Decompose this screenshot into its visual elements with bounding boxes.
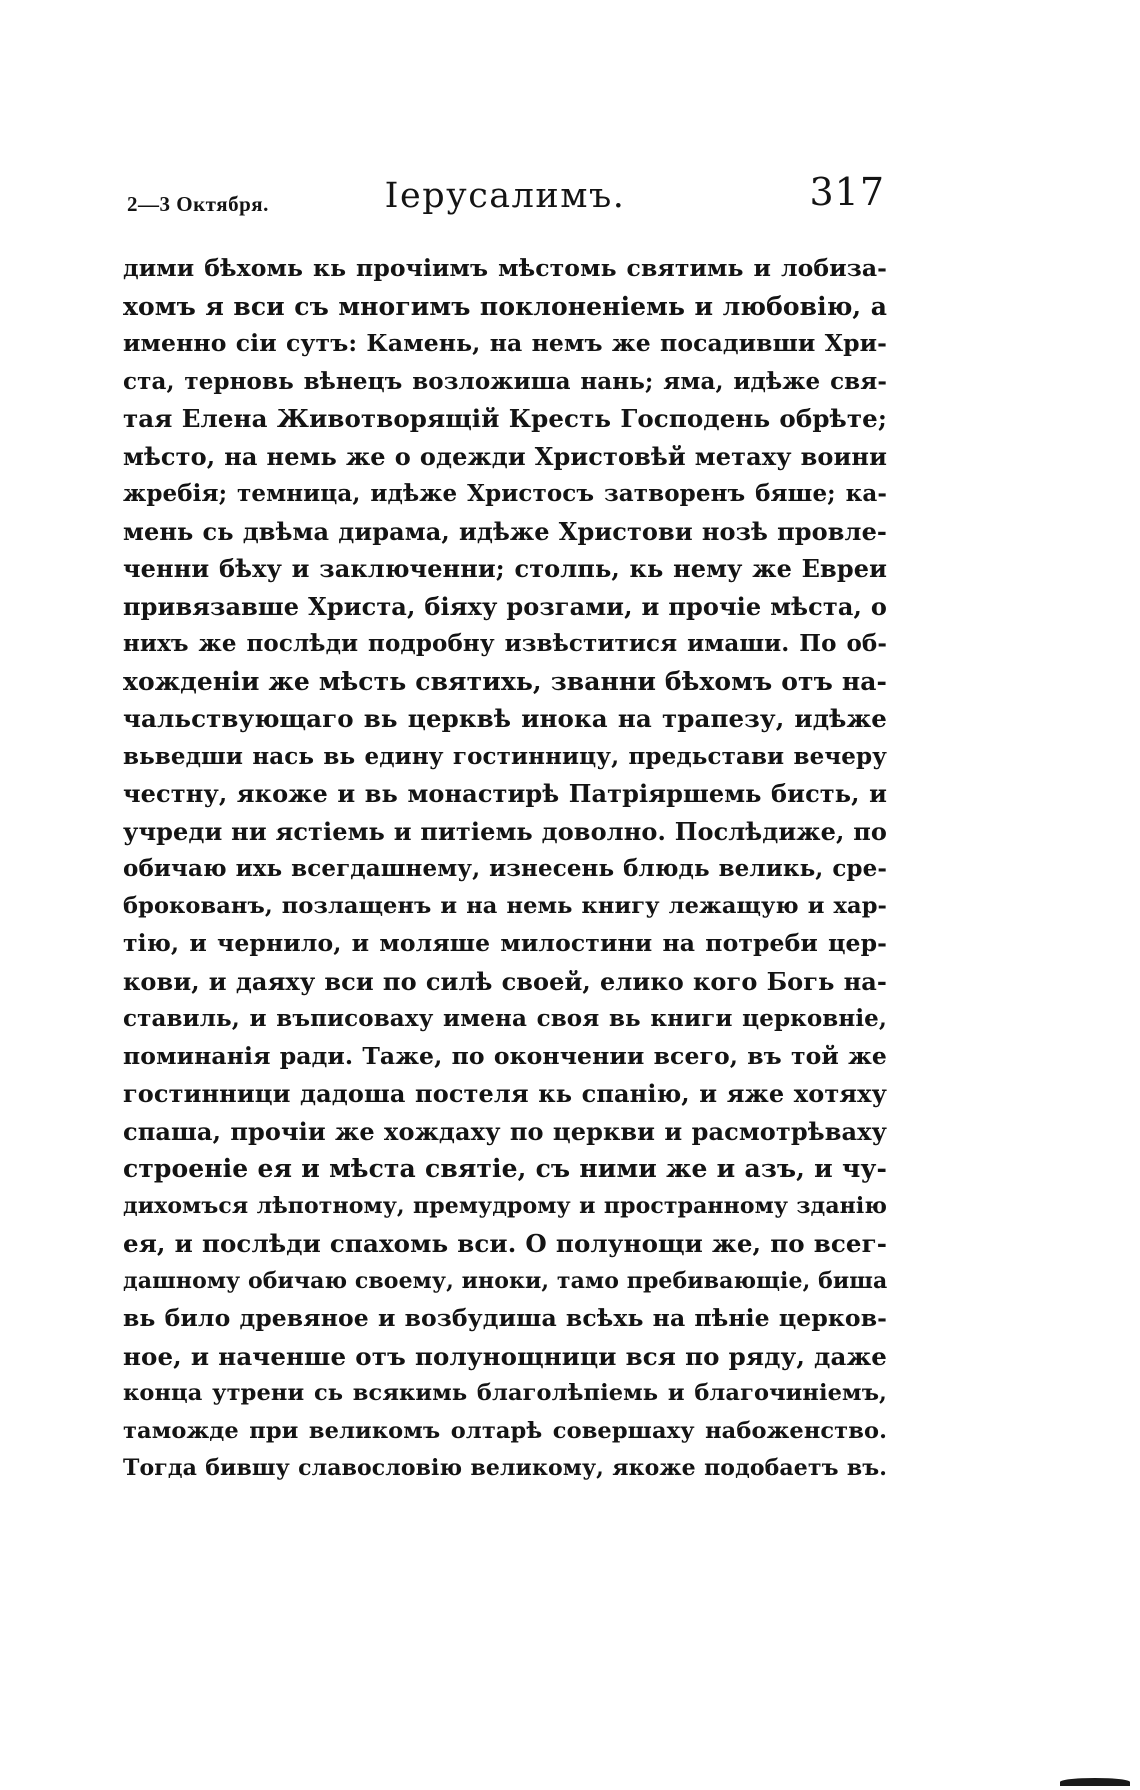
text-line: хожденіи же мѣсть святихь, званни бѣхомъ отъ на-: [123, 666, 887, 696]
text-line: именно сіи сутъ: Камень, на немъ же посадивши Хри-: [123, 329, 887, 357]
text-line: ея, и послѣди спахомь вси. О полунощи же, по всег-: [123, 1229, 887, 1258]
body-text: [123, 250, 887, 1488]
header-date: 2—3 Октября.: [127, 192, 269, 216]
text-line: чальствующаго вь церквѣ инока на трапезу, идѣже: [123, 704, 887, 733]
text-line: мень сь двѣма дирама, идѣже Христови нозѣ провле-: [123, 516, 887, 546]
text-line: спаша, прочіи же хождаху по церкви и расмотрѣваху: [123, 1116, 887, 1146]
text-line: строеніе ея и мѣста святіе, съ ними же и азъ, и чу-: [123, 1154, 887, 1183]
text-line: гостинници дадоша постеля кь спанію, и яже хотяху: [123, 1079, 887, 1108]
text-line: ста, терновь вѣнецъ возложиша нань; яма, идѣже свя-: [123, 367, 887, 395]
text-line: тію, и чернило, и моляше милостини на потреби цер-: [123, 929, 887, 957]
text-line: нихъ же послѣди подробну извѣститися имаши. По об-: [123, 630, 887, 657]
text-line: ченни бѣху и заключенни; столпь, кь нему же Евреи: [123, 554, 887, 583]
text-line: жребія; темница, идѣже Христосъ затворенъ бяше; ка-: [123, 480, 887, 507]
text-line: честну, якоже и вь монастирѣ Патріяршемь бисть, и: [123, 779, 887, 808]
text-line: дашному обичаю своему, иноки, тамо пребивающіе, биша: [123, 1267, 888, 1294]
text-line: таможде при великомъ олтарѣ совершаху набоженство.: [123, 1417, 887, 1444]
text-line: вьведши нась вь едину гостинницу, предьстави вечеру: [123, 742, 887, 770]
text-line: обичаю ихь всегдашнему, изнесень блюдь великь, сре-: [123, 855, 887, 882]
header-title: Іерусалимъ.: [384, 176, 626, 216]
text-line: Тогда бившу славословію великому, якоже подобаетъ въ.: [123, 1455, 887, 1481]
text-line: мѣсто, на немь же о одежди Христовѣй метаху воини: [123, 441, 887, 471]
text-line: дихомъся лѣпотному, премудрому и пространному зданію: [123, 1192, 887, 1219]
text-line: кови, и даяху вси по силѣ своей, елико кого Богь на-: [123, 966, 887, 996]
text-line: дими бѣхомь кь прочіимъ мѣстомь святимь и лобиза-: [123, 254, 887, 282]
text-line: вь било древяное и возбудиша всѣхь на пѣніе церков-: [123, 1304, 887, 1332]
text-line: хомъ я вси съ многимъ поклоненіемь и любовію, а: [123, 291, 887, 321]
scan-edge-mark: [1060, 1778, 1130, 1786]
text-line: ное, и наченше отъ полунощници вся по ряду, даже: [123, 1341, 887, 1371]
text-line: конца утрени сь всякимь благолѣпіемь и благочиніемъ,: [123, 1380, 887, 1406]
running-head: [123, 170, 887, 226]
text-line: ставиль, и въписоваху имена своя вь книги церковніе,: [123, 1005, 887, 1032]
page-number: 317: [809, 170, 885, 214]
text-line: брокованъ, позлащенъ и на немь книгу лежащую и хар-: [123, 892, 887, 919]
text-line: привязавше Христа, біяху розгами, и прочіе мѣста, о: [123, 591, 887, 621]
text-line: поминанія ради. Таже, по окончении всего, въ той же: [123, 1041, 887, 1070]
text-line: тая Елена Животворящій Кресть Господень обрѣте;: [123, 404, 887, 433]
text-line: учреди ни ястіемь и питіемь доволно. Послѣдиже, по: [123, 816, 887, 846]
